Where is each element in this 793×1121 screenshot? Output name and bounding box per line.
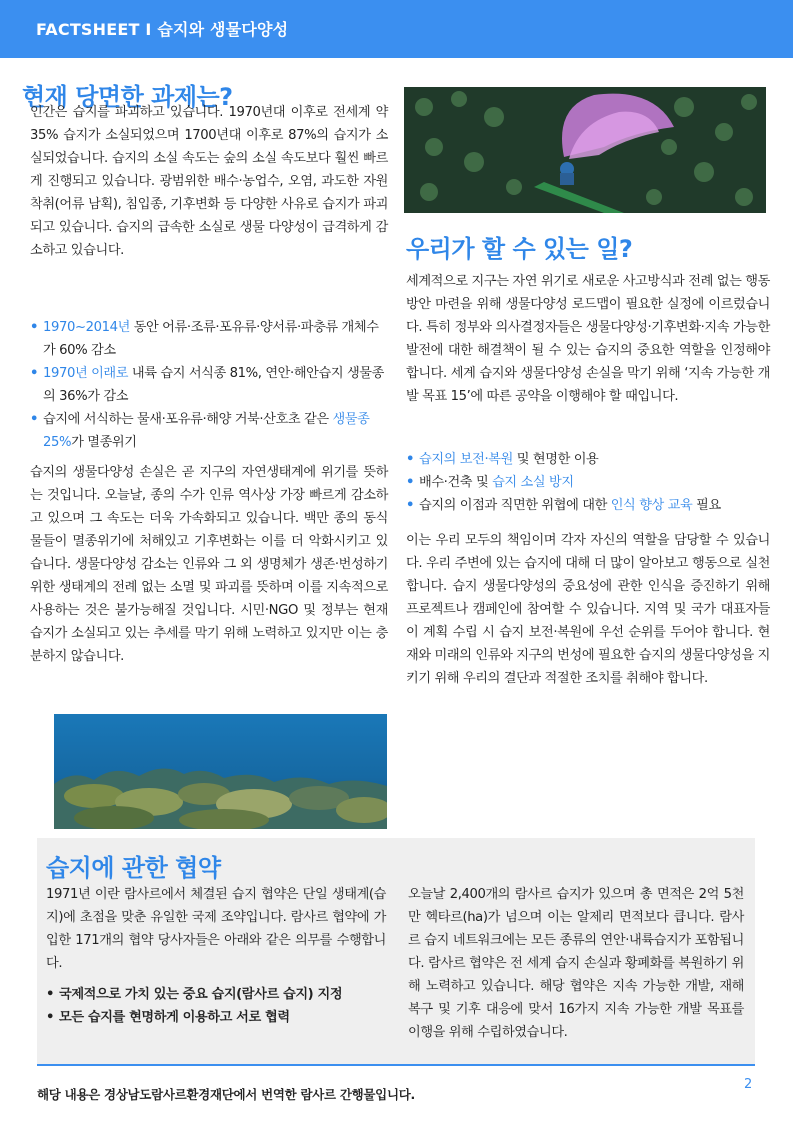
bullet-prefix: 배수·건축 및: [419, 475, 493, 490]
footer-credit: 해당 내용은 경상남도람사르환경재단에서 번역한 람사르 간행물입니다.: [37, 1087, 415, 1102]
action-bullet-2: [406, 471, 776, 494]
bullet-highlight: 습지 소실 방지: [492, 475, 574, 490]
footer-divider: [37, 1064, 755, 1066]
bullet-text: 가 멸종위기: [71, 435, 137, 450]
bullet-text: 국제적으로 가치 있는 중요 습지(람사르 습지) 지정: [59, 987, 343, 1002]
convention-right-text: 오늘날 2,400개의 람사르 습지가 있으며 총 면적은 2억 5천만 헥타르(ha)가 넘으며 이는 알제리 면적보다 큽니다. 람사르 습지 네트워크에는 모든 종류의 연안·내륙습지가 포함됩니다. 람사르 협약은 전 세계 습지 손실과 황폐화를 복원하기 위해 노력하고 있습니다. 해당 협약은 지속 가능한 개발, 재해 복구 및 기후 대응에 맞서 16가지 지속 가능한 개발 목표를 이행을 위해 수립하였습니다.: [408, 887, 744, 1040]
action-bullet-list: [406, 448, 776, 517]
bullet-icon: •: [30, 412, 39, 427]
bullet-icon: •: [46, 987, 55, 1002]
bullet-icon: •: [406, 452, 415, 467]
challenge-bullet-2: [30, 362, 388, 408]
bullet-icon: •: [30, 320, 39, 335]
challenge-bullet-3: [30, 408, 388, 454]
bullet-highlight: 인식 향상 교육: [610, 498, 693, 513]
page-number: 2: [744, 1077, 753, 1092]
bullet-icon: •: [406, 475, 415, 490]
challenge-bullet-1: [30, 316, 388, 362]
challenge-heading: 현재 당면한 과제는?: [22, 83, 233, 111]
bullet-icon: •: [46, 1010, 55, 1025]
coral-reef-photo: [54, 714, 387, 829]
lotus-boat-photo: [404, 87, 766, 213]
bullet-highlight: 생물종 25%: [43, 412, 370, 450]
bullet-highlight: 1970년 이래로: [43, 366, 129, 381]
convention-bullet-1: [46, 983, 386, 1006]
action-bullet-1: [406, 448, 776, 471]
convention-left-text: 1971년 이란 람사르에서 체결된 습지 협약은 단일 생태계(습지)에 초점을 맞춘 유일한 국제 조약입니다. 람사르 협약에 가입한 171개의 협약 당사자들은 아래와 같은 의무를 수행합니다.: [46, 887, 386, 971]
action-heading: 우리가 할 수 있는 일?: [406, 235, 633, 263]
challenge-bullet-list: [30, 316, 388, 454]
bullet-prefix: 습지의 이점과 직면한 위협에 대한: [419, 498, 611, 513]
action-bullet-3: [406, 494, 776, 517]
bullet-text: 및 현명한 이용: [512, 452, 599, 467]
bullet-icon: •: [406, 498, 415, 513]
bullet-text: 동안 어류·조류·포유류·양서류·파충류 개체수가 60% 감소: [43, 320, 379, 358]
convention-bullet-list: [46, 983, 386, 1029]
header-bar: [0, 0, 793, 58]
bullet-text: 필요: [692, 498, 721, 513]
convention-bullet-2: [46, 1006, 386, 1029]
action-body: 이는 우리 모두의 책임이며 각자 자신의 역할을 담당할 수 있습니다. 우리 주변에 있는 습지에 대해 더 많이 알아보고 행동으로 실천합니다. 습지 생물다양성의 중요성에 관한 인식을 증진하기 위해 프로젝트나 캠페인에 참여할 수 있습니다. 지역 및 국가 대표자들이 계획 수립 시 습지 보전·복원에 우선 순위를 두어야 합니다. 현재와 미래의 인류와 지구의 번성에 필요한 습지의 생물다양성을 지키기 위해 우리의 결단과 적절한 조치를 취해야 합니다.: [406, 533, 770, 686]
challenge-body: 습지의 생물다양성 손실은 곧 지구의 자연생태계에 위기를 뜻하는 것입니다. 오늘날, 종의 수가 인류 역사상 가장 빠르게 감소하고 있으며 그 속도는 더욱 가속화되고 있습니다. 백만 종의 동식물들이 멸종위기에 처해있고 기후변화는 이를 더 악화시키고 있습니다. 생물다양성 감소는 인류와 그 외 생명체가 생존·번성하기 위한 생태계의 전례 없는 소멸 및 파괴를 뜻하며 이를 지속적으로 사용하는 것은 불가능해질 것입니다. 시민·NGO 및 정부는 현재 습지가 소실되고 있는 추세를 막기 위해 노력하고 있지만 이는 충분하지 않습니다.: [30, 465, 388, 664]
bullet-highlight: 습지의 보전·복원: [419, 452, 513, 467]
bullet-icon: •: [30, 366, 39, 381]
bullet-prefix: 습지에 서식하는 물새·포유류·해양 거북·산호초 같은: [43, 412, 333, 427]
bullet-text: 내륙 습지 서식종 81%, 연안·해안습지 생물종의 36%가 감소: [43, 366, 384, 404]
convention-heading: 습지에 관한 협약: [46, 854, 221, 882]
challenge-intro: 인간은 습지를 파괴하고 있습니다. 1970년대 이후로 전세계 약 35% 습지가 소실되었으며 1700년대 이후로 87%의 습지가 소실되었습니다. 습지의 소실 속도는 숲의 소실 속도보다 훨씬 빠르게 진행되고 있습니다. 광범위한 배수·농업수, 오염, 과도한 자원 착취(어류 남획), 침입종, 기후변화 등 다양한 사유로 습지가 파괴되고 있습니다. 습지의 급속한 소실로 생물 다양성이 급격하게 감소하고 있습니다.: [30, 105, 388, 258]
action-intro: 세계적으로 지구는 자연 위기로 새로운 사고방식과 전례 없는 행동 방안 마련을 위해 생물다양성 로드맵이 필요한 실정에 이르렀습니다. 특히 정부와 의사결정자들은 생물다양성·기후변화·지속 가능한 발전에 대한 해결책이 될 수 있는 습지의 중요한 역할을 인정해야합니다. 세계 습지와 생물다양성 손실을 막기 위해 ‘지속 가능한 개발 목표 15’에 따른 공약을 이행해야 할 때입니다.: [406, 274, 770, 404]
bullet-text: 모든 습지를 현명하게 이용하고 서로 협력: [59, 1010, 290, 1025]
factsheet-title: FACTSHEET I 습지와 생물다양성: [36, 20, 289, 39]
bullet-highlight: 1970~2014년: [43, 320, 130, 335]
